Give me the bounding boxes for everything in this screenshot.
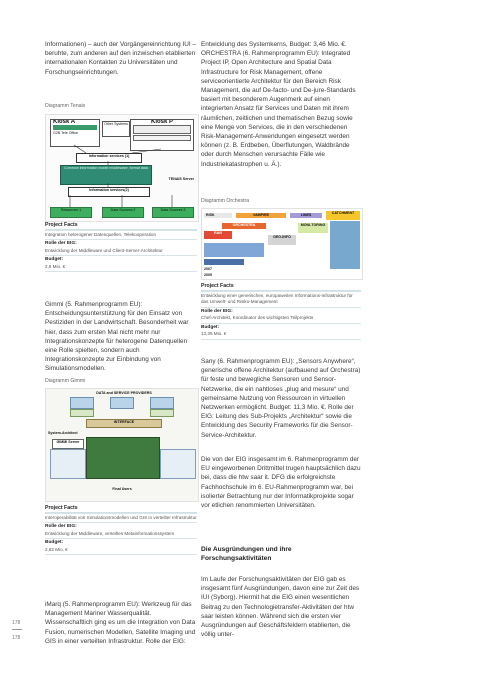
gimmi-server-label: GIMMI Server [56,440,80,444]
role-label: Rolle der EIG: [45,524,77,530]
project-facts-tenais [45,222,197,272]
gimmi-final-users: Final Users [112,487,132,491]
gimmi-top-label: DATA and SERVICE PROVIDERS [96,391,152,395]
role-value: Entwicklung der Middleware und Client-Server-Architektur [45,248,163,253]
other-systems-label: Other Systems [104,122,128,126]
gimmi-provider-2 [110,397,134,409]
gimmi-provider-1 [70,397,94,409]
common-info-label: Common information model middleware, format data [64,166,148,170]
role-value: Chef-Architekt, Koordinator des wichtigsten Teilprojekts [201,315,314,321]
orchestra-label-ran: RAN [204,231,232,239]
project-facts-body [45,229,197,272]
project-facts-subject-row [45,230,197,240]
project-facts-title: Project Facts [45,505,78,511]
project-facts-role-row [201,308,361,324]
orchestra-label-risk: RISK [204,213,232,218]
gimmi-paragraph: Gimmi (5. Rahmenprogramm EU): Entscheidungsunterstützung für den Einsatz von Pestiziden in der Landwirtschaft. Besonderheit war hier, dass zum ersten Mal nicht mehr nur Integrationskonzepte für heterogene Datenquellen eine Rolle spielten, sondern auch Integrationskonzepte zur Einbindung von Simulationsmodellen. [45,301,189,373]
kiosk-p-label: Kiosk P [150,119,173,125]
info-services-1-label: Information services (1) [88,154,130,158]
budget-label: Budget: [45,257,64,263]
project-facts-subject-row [45,513,197,523]
project-subject: Entwicklung einer generischen, europaweiten Informations-Infrastruktur für das Umwelt- und Risiko-Management [201,293,353,305]
diagram-caption-gimmi: Diagramm Gimmi [45,378,86,384]
page-number-divider [12,629,22,630]
orchestra-year-2009: 2009 [204,273,212,277]
orchestra-paragraph: Entwicklung des Systemkerns, Budget: 3,46 Mio. €. ORCHESTRA (6. Rahmenprogramm EU): Integrated Project IP, Open Architecture and Spatial Data Infrastructure for Risk Management, offene serviceorientierte Architektur für den Bereich Risk Management, die auf De-facto- und De-jure-Standards basiert mit besonderem Augenmerk auf einen integrierten Ansatz für Services und Daten mit ihrem räumlichen, zeitlichen und thematischen Bezug sowie eine Menge von Services, die in den verschiedenen Risk-Management-Anwendungen eingesetzt werden können (z. B. Erdbeben, Überflutungen, Waldbrände oder durch Menschen verursachte Fälle wie Industriekatastrophen u. Ä.). [201,41,356,168]
project-facts-title: Project Facts [45,222,78,228]
gimmi-interface-box [86,419,162,428]
imarq-paragraph: iMarq (5. Rahmenprogramm EU): Werkzeug für das Management Mariner Wasserqualität. Wissenschaftlich ging es um die Integration von Data Fusion, numerischen Modellen, Satellite Imaging und GIS in einer verteilten Infrastruktur. Rolle der EIG: [45,601,196,645]
budget-value: 13,35 Mio. € [201,331,227,337]
project-facts-role-row [45,240,197,256]
source-b-label: Data Sources 2 [110,208,136,212]
diagram-gimmi [45,388,199,502]
project-facts-subject-row [201,291,361,308]
page-number-top: 178 [12,620,21,626]
sany-paragraph: Sany (6. Rahmenprogramm EU): „Sensors Anywhere“, generische offene Architektur (aufbauend auf Orchestra) für feste und bewegliche Sensoren und Sensor-Netzwerke, die ein nahtloses „plug and mesure“ und gemeinsame Nutzung von Ressourcen in virtuellen Netzwerken ermöglicht. Budget: 11,3 Mio. €. Rolle der EIG: Leitung des Sub-Projekts „Architektur“ sowie die Entwicklung des Security Frameworks für die Sensor-Service-Architektur. [201,358,361,439]
budget-label: Budget: [201,324,220,330]
orchestra-label-geoinfo: GEO-INFO [268,235,296,245]
gimmi-provider-4 [70,409,94,417]
intro-paragraph: Informationen) – auch der Vorgängereinrichtung IUI – beruhte, zum anderen auf den inzwischen etablierten internationalen Kontakten zu Universitäten und Forschungseinrichtungen. [45,41,196,76]
g2b-label: G2B Tele Office [53,131,79,136]
gimmi-center-panel [86,437,160,479]
orchestra-bar-right [330,221,360,269]
orchestra-label-vampire: VAMPIRE [236,213,286,218]
gimmi-provider-5 [150,409,174,417]
budget-label: Budget: [45,540,64,546]
info-services-2-label: Information services(2) [89,188,129,192]
role-label: Rolle der EIG: [45,241,77,247]
project-facts-title: Project Facts [201,283,234,289]
project-facts-budget-row [45,539,197,555]
diagram-tenais [45,114,199,222]
role-value: Entwicklung der Middleware, verteiltes Metainformationssystem [45,531,175,536]
project-facts-role-row [45,523,197,539]
project-facts-budget-row [45,256,197,272]
gimmi-system-architect: System-Architect [48,431,78,435]
tenais-connectors [46,115,198,221]
project-facts-orchestra [201,283,361,340]
diagram-caption-tenais: Diagramm Tenais [45,103,86,109]
orchestra-bar-darkblue [204,259,244,265]
role-label: Rolle der EIG: [201,308,233,314]
orchestra-year-2007: 2007 [204,267,212,271]
budget-value: 2,82 Mio. € [45,547,68,552]
gimmi-right-panel [160,449,196,479]
orchestra-bar-blue [204,243,264,257]
diagram-caption-orchestra: Diagramm Orchestra [201,198,250,204]
project-facts-body [45,512,197,555]
project-subject: Interoperabilität von Simulationsmodellen und GIS in verteilter Infrastruktur [45,515,197,520]
spin-off-paragraph: Im Laufe der Forschungsaktivitäten der EIG gab es insgesamt fünf Ausgründungen, davon eine zur Zeit des IUI (Syborg). Hiermit hat die EIG einen wesentlichen Beitrag zu den Technologietransfer-Aktivitäten der htw saar leisten können. Während sich die ersten vier Ausgründungen auf Geschäftsfeldern etablierten, die völlig unter- [201,576,360,639]
orchestra-label-orchestra: ORCHESTRA [222,223,266,229]
page-number-bottom: 178 [12,635,21,641]
project-facts-budget-row [201,324,361,340]
tenais-server-label: TENAIS Server [168,177,194,181]
gimmi-left-panel [50,449,86,479]
orchestra-label-lines: LINES [290,213,322,218]
section-heading: Die Ausgründungen und ihre Forschungsaktivitäten [201,546,292,562]
kiosk-a-label: Kiosk A [53,119,76,125]
project-facts-body [201,290,361,340]
gimmi-interface-label: INTERFACE [113,420,135,424]
source-c-label: Data Sources 3 [160,208,186,212]
source-a-label: Resources 1 [60,208,82,212]
gimmi-server-box [52,439,84,449]
budget-value: 2,8 Mio. € [45,264,66,269]
diagram-orchestra [201,208,363,280]
gimmi-provider-3 [150,397,174,409]
project-facts-gimmi [45,505,197,555]
orchestra-label-catchment: CATCHMENT [326,211,360,220]
project-subject: Integration heterogener Datenquellen, Telekooperation [45,232,157,237]
orchestra-label-monitoring: MONI-TORING [298,223,328,233]
funding-paragraph: Die von der EIG insgesamt im 6. Rahmenprogramm der EU eingeworbenen Drittmittel trugen hauptsächlich dazu bei, dass die htw saar it. DFG die erfolgreichste Fachhochschule im 6. EU-Rahmenprogramm war, bei isolierter Betrachtung nur der Informatikprojekte sogar vor etlichen renommierten Universitäten. [201,456,361,510]
